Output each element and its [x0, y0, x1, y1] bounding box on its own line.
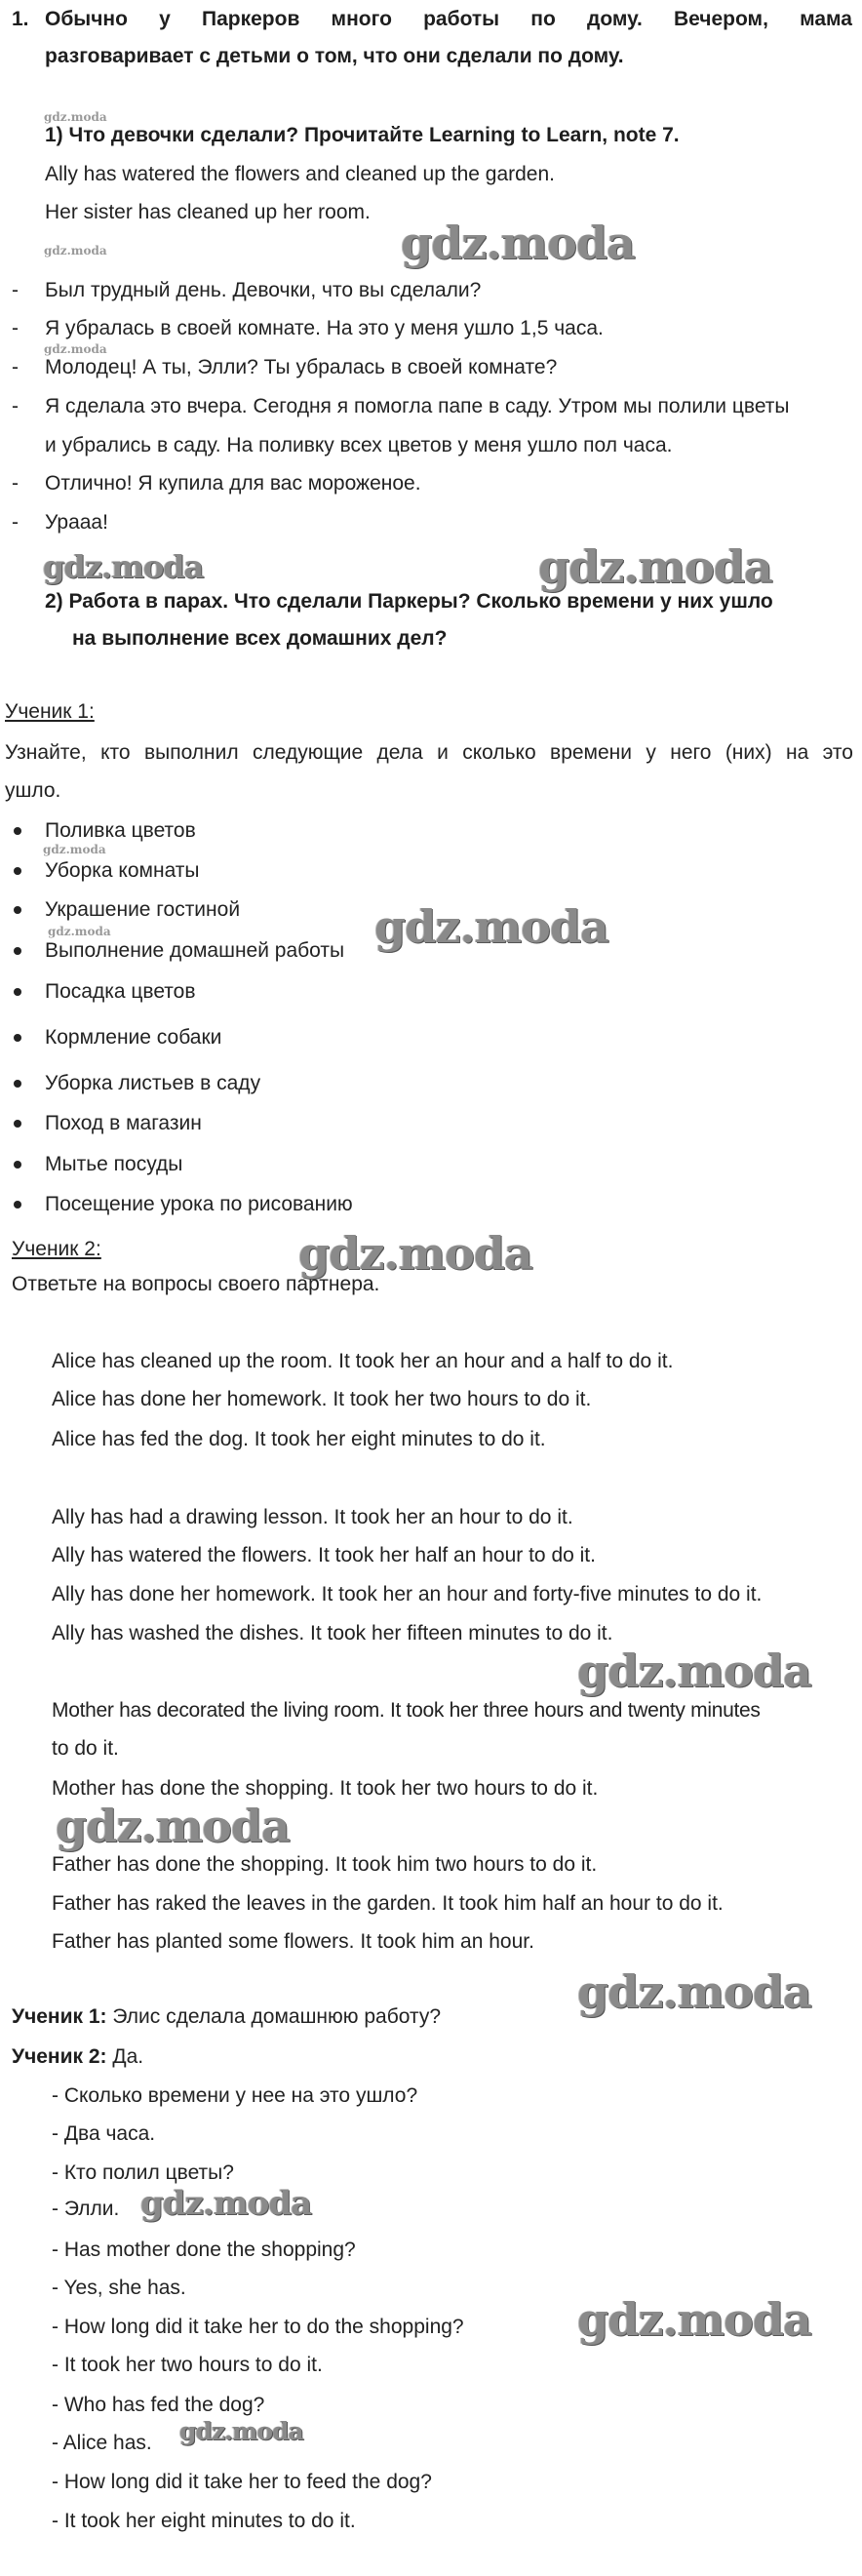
task-item: Уборка листьев в саду — [45, 1072, 261, 1094]
fact-line: Father has raked the leaves in the garden. It took him half an hour to do it. — [52, 1892, 724, 1915]
fact-line: Ally has had a drawing lesson. It took her an hour to do it. — [52, 1506, 573, 1528]
student2-label: Ученик 2: — [12, 2045, 107, 2068]
watermark: gdz.moda — [577, 1645, 811, 1697]
dialogue-line: Молодец! А ты, Элли? Ты убралась в своей комнате? — [45, 356, 558, 378]
part1-heading: 1) Что девочки сделали? Прочитайте Learning to Learn, note 7. — [45, 124, 680, 146]
watermark: gdz.moda — [44, 244, 107, 258]
part2-heading-line2: на выполнение всех домашних дел? — [72, 627, 448, 650]
bullet-icon — [14, 1161, 21, 1169]
example-line: - Who has fed the dog? — [52, 2394, 265, 2416]
fact-line: Alice has cleaned up the room. It took her an hour and a half to do it. — [52, 1350, 674, 1372]
bullet-icon — [14, 1034, 21, 1042]
bullet-icon — [14, 1201, 21, 1209]
watermark: gdz.moda — [401, 217, 635, 269]
dialogue-dash: - — [12, 279, 19, 301]
task-item: Мытье посуды — [45, 1153, 183, 1175]
task-number: 1. — [12, 8, 29, 30]
example-line: - Кто полил цветы? — [52, 2161, 234, 2184]
bullet-icon — [14, 1120, 21, 1128]
fact-line: Father has planted some flowers. It took him an hour. — [52, 1930, 534, 1953]
dialogue-line: Я сделала это вчера. Сегодня я помогла папе в саду. Утром мы полили цветы — [45, 395, 790, 417]
bullet-icon — [14, 827, 21, 835]
fact-line: Ally has washed the dishes. It took her fifteen minutes to do it. — [52, 1622, 613, 1645]
example-student1 — [12, 2005, 441, 2029]
bullet-icon — [14, 867, 21, 875]
task-title-line2: разговаривает с детьми о том, что они сделали по дому. — [45, 45, 624, 67]
watermark: gdz.moda — [43, 548, 204, 585]
student1-label: Ученик 1: — [12, 2005, 107, 2028]
bullet-icon — [14, 988, 21, 996]
watermark: gdz.moda — [44, 110, 107, 124]
task-item: Посещение урока по рисованию — [45, 1193, 353, 1215]
dialogue-dash: - — [12, 317, 19, 339]
watermark: gdz.moda — [577, 1965, 811, 2018]
task-item: Уборка комнаты — [45, 859, 200, 882]
answer-line: Her sister has cleaned up her room. — [45, 201, 371, 223]
dialogue-dash: - — [12, 511, 19, 534]
watermark: gdz.moda — [577, 2293, 811, 2346]
example-line: - How long did it take her to feed the dog? — [52, 2471, 432, 2493]
fact-line: Ally has done her homework. It took her an hour and forty-five minutes to do it. — [52, 1583, 763, 1605]
fact-line: to do it. — [52, 1737, 119, 1760]
dialogue-dash: - — [12, 356, 19, 378]
fact-line: Mother has decorated the living room. It took her three hours and twenty minutes — [52, 1699, 761, 1722]
watermark: gdz.moda — [140, 2184, 312, 2223]
fact-line: Mother has done the shopping. It took her two hours to do it. — [52, 1777, 599, 1800]
student2-task: Ответьте на вопросы своего партнера. — [12, 1273, 380, 1295]
fact-line: Ally has watered the flowers. It took her half an hour to do it. — [52, 1544, 596, 1566]
dialogue-line: и убрались в саду. На поливку всех цветов у меня ушло пол часа. — [45, 434, 673, 456]
student1-task-cont: ушло. — [5, 779, 61, 802]
dialogue-line: Был трудный день. Девочки, что вы сделали? — [45, 279, 482, 301]
student2-answer: Да. — [106, 2045, 144, 2068]
watermark: gdz.moda — [43, 843, 106, 856]
answer-line: Ally has watered the flowers and cleaned up the garden. — [45, 163, 556, 185]
example-student2 — [12, 2045, 143, 2069]
watermark: gdz.moda — [298, 1227, 532, 1280]
example-line: - It took her two hours to do it. — [52, 2354, 323, 2376]
example-line: - Два часа. — [52, 2122, 156, 2145]
fact-line: Alice has done her homework. It took her two hours to do it. — [52, 1388, 592, 1410]
student1-label: Ученик 1: — [5, 700, 95, 723]
task-item: Поход в магазин — [45, 1112, 202, 1134]
example-line: - Alice has. — [52, 2432, 152, 2454]
example-line: - Yes, she has. — [52, 2277, 186, 2299]
dialogue-dash: - — [12, 395, 19, 417]
dialogue-line: Отлично! Я купила для вас мороженое. — [45, 472, 421, 495]
dialogue-dash: - — [12, 472, 19, 495]
fact-line: Alice has fed the dog. It took her eight minutes to do it. — [52, 1428, 546, 1450]
watermark: gdz.moda — [538, 540, 772, 593]
example-line: - How long did it take her to do the shopping? — [52, 2316, 464, 2338]
task-item: Кормление собаки — [45, 1026, 222, 1049]
example-line: - Сколько времени у нее на это ушло? — [52, 2084, 418, 2107]
student1-task: Узнайте, кто выполнил следующие дела и сколько времени у него (них) на это — [5, 741, 853, 764]
task-item: Посадка цветов — [45, 980, 196, 1003]
bullet-icon — [14, 1080, 21, 1088]
task-item: Поливка цветов — [45, 819, 196, 842]
dialogue-line: Ураaa! — [45, 511, 108, 534]
example-line: - Has mother done the shopping? — [52, 2239, 356, 2261]
fact-line: Father has done the shopping. It took him two hours to do it. — [52, 1853, 598, 1876]
example-line: - Элли. — [52, 2198, 120, 2220]
task-item: Украшение гостиной — [45, 898, 241, 921]
watermark: gdz.moda — [179, 2417, 303, 2445]
task-title-line1: Обычно у Паркеров много работы по дому. Вечером, мама — [45, 8, 852, 30]
bullet-icon — [14, 906, 21, 914]
watermark: gdz.moda — [374, 900, 608, 953]
task-item: Выполнение домашней работы — [45, 939, 345, 962]
watermark: gdz.moda — [56, 1800, 290, 1852]
watermark: gdz.moda — [48, 925, 111, 938]
watermark: gdz.moda — [44, 342, 107, 356]
student2-label: Ученик 2: — [12, 1238, 101, 1260]
student1-question: Элис сделала домашнюю работу? — [106, 2005, 441, 2028]
bullet-icon — [14, 947, 21, 955]
dialogue-line: Я убралась в своей комнате. На это у меня ушло 1,5 часа. — [45, 317, 604, 339]
example-line: - It took her eight minutes to do it. — [52, 2510, 356, 2532]
part2-heading-line1: 2) Работа в парах. Что сделали Паркеры? Сколько времени у них ушло — [45, 590, 773, 613]
